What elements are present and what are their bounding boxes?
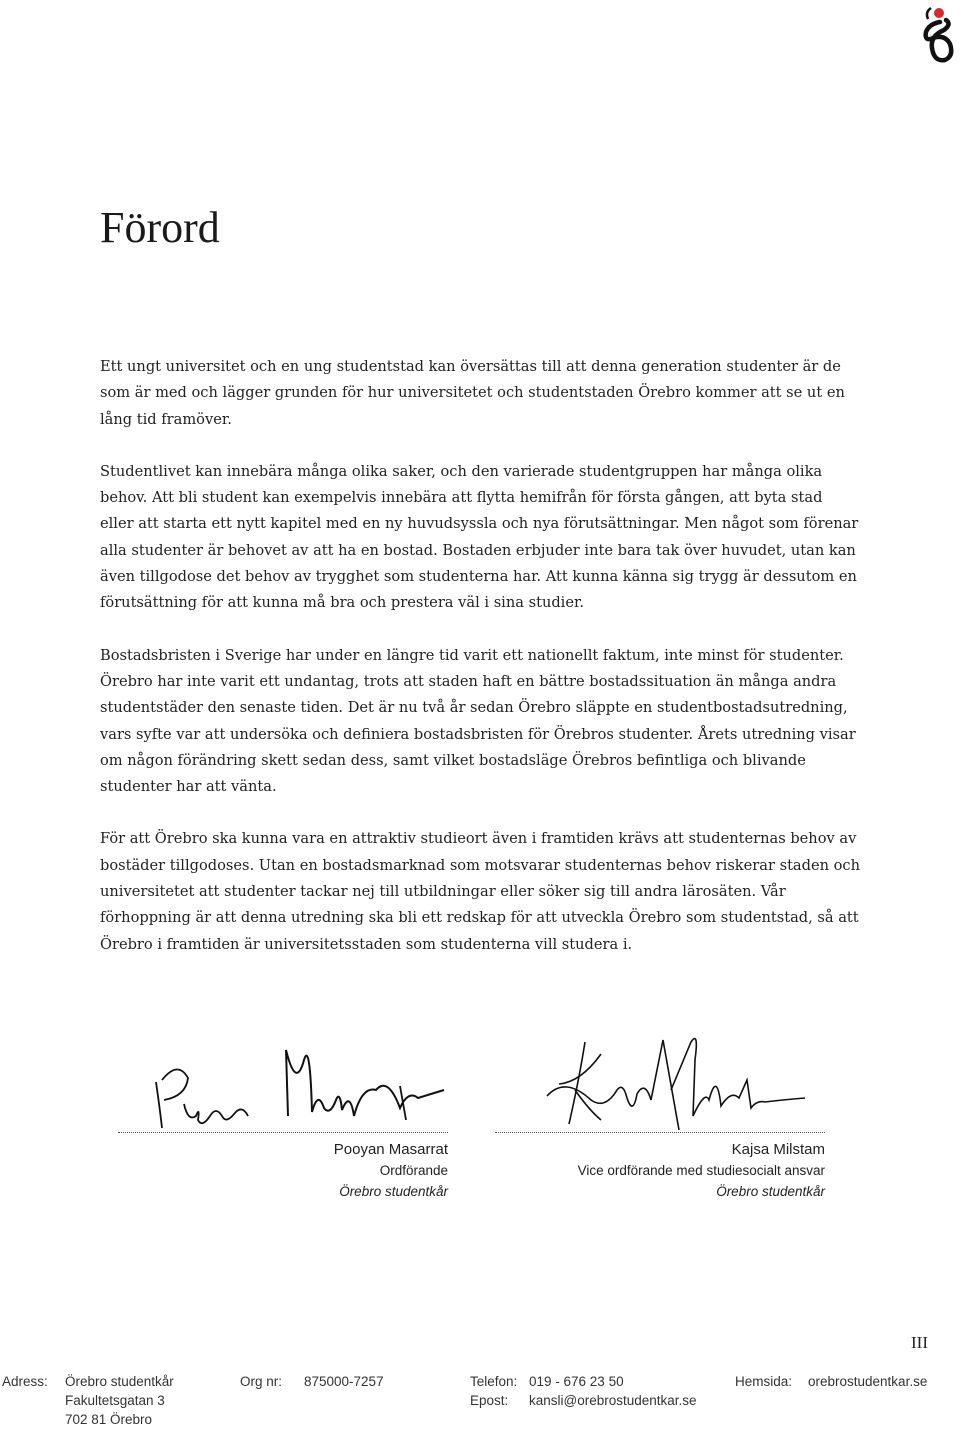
page-number: III <box>911 1333 928 1352</box>
page-title: Förord <box>100 203 220 252</box>
contact-values <box>529 1372 697 1410</box>
email-label: Epost: <box>470 1393 509 1408</box>
address-line: Örebro studentkår <box>65 1374 174 1389</box>
address-label: Adress: <box>2 1374 48 1389</box>
contact-labels <box>470 1372 517 1410</box>
signatory-role: Ordförande <box>379 1163 448 1178</box>
handwritten-signature <box>118 1020 448 1130</box>
signatory-organization: Örebro studentkår <box>339 1184 448 1199</box>
foreword-body <box>100 354 860 984</box>
signatory-name: Kajsa Milstam <box>731 1141 825 1158</box>
website-link[interactable]: orebrostudentkar.se <box>808 1374 928 1389</box>
address-line: 702 81 Örebro <box>65 1412 153 1427</box>
signature-block-vice-chair <box>495 1020 825 1202</box>
paragraph: Bostadsbristen i Sverige har under en längre tid varit ett nationellt faktum, inte minst för studenter. Örebro har inte varit ett undantag, trots att staden haft en bättre bostadssituation än många andra studentstäder den senaste tiden. Det är nu två år sedan Örebro släppte en studentbostadsutredning, vars syfte var att undersöka och definiera bostadsbristen för Örebros studenter. Årets utredning visar om någon förändring skett sedan dess, samt vilket bostadsläge Örebros befintliga och blivande studenter har att vänta. <box>100 646 856 796</box>
phone-label: Telefon: <box>470 1374 518 1389</box>
signature-dotted-line <box>495 1132 825 1133</box>
address-line: Fakultetsgatan 3 <box>65 1393 165 1408</box>
phone-value: 019 - 676 23 50 <box>529 1374 624 1389</box>
paragraph: Studentlivet kan innebära många olika saker, och den varierade studentgruppen har många olika behov. Att bli student kan exempelvis innebära att flytta hemifrån för första gången, att byta stad eller att starta ett nytt kapitel med en ny huvudsyssla och nya förutsättningar. Men något som förenar alla studenter är behovet av att ha en bostad. Bostaden erbjuder inte bara tak över huvudet, utan kan även tillgodose det behov av trygghet som studenterna har. Att kunna känna sig trygg är dessutom en förutsättning för att kunna må bra och prestera väl i sina studier. <box>100 462 859 612</box>
org-number-value: 875000-7257 <box>304 1374 384 1389</box>
website-label: Hemsida: <box>735 1374 793 1389</box>
signature-block-chair <box>118 1020 448 1202</box>
paragraph: För att Örebro ska kunna vara en attraktiv studieort även i framtiden krävs att studenternas behov av bostäder tillgodoses. Utan en bostadsmarknad som motsvarar studenternas behov riskerar staden och universitetet att studenter tackar nej till utbildningar eller söker sig till andra lärosäten. Vår förhoppning är att denna utredning ska bli ett redskap för att utveckla Örebro som studentstad, så att Örebro i framtiden är universitetsstaden som studenterna vill studera i. <box>100 830 861 953</box>
signatory-role: Vice ordförande med studiesocialt ansvar <box>577 1163 825 1178</box>
handwritten-signature <box>495 1020 825 1130</box>
signatory-name: Pooyan Masarrat <box>333 1141 448 1158</box>
contact-footer <box>0 1372 960 1427</box>
orebro-studentkar-logo-icon <box>918 4 958 66</box>
address-block <box>65 1372 174 1429</box>
email-link[interactable]: kansli@orebrostudentkar.se <box>529 1393 697 1408</box>
signatory-organization: Örebro studentkår <box>716 1184 825 1199</box>
signature-dotted-line <box>118 1132 448 1133</box>
paragraph: Ett ungt universitet och en ung studentstad kan översättas till att denna generation studenter är de som är med och lägger grunden för hur universitetet och studentstaden Örebro kommer att se ut en lång tid framöver. <box>100 358 845 428</box>
org-number-label: Org nr: <box>240 1374 283 1389</box>
